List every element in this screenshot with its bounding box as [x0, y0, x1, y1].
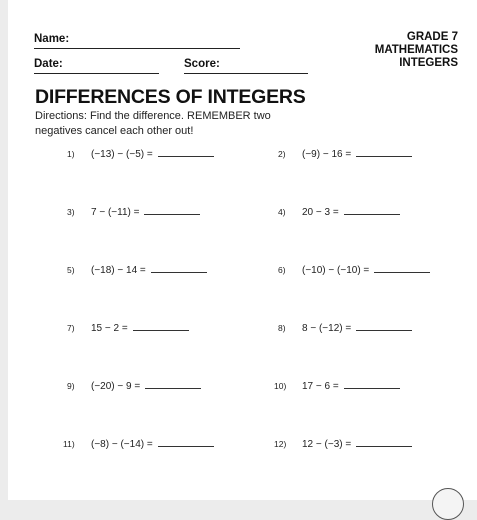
- answer-blank[interactable]: [344, 205, 400, 215]
- score-label: Score:: [184, 58, 220, 70]
- problem-number: 3): [67, 207, 75, 217]
- problem-expression: (−8) − (−14) =: [91, 439, 153, 450]
- problem-number: 6): [278, 265, 286, 275]
- answer-blank[interactable]: [145, 379, 201, 389]
- problem-expression: 8 − (−12) =: [302, 323, 352, 334]
- problem-item: [278, 205, 400, 218]
- problem-expression: 17 − 6 =: [302, 381, 339, 392]
- problem-item: [67, 147, 214, 160]
- course-info: [375, 31, 458, 70]
- score-field[interactable]: [184, 73, 308, 74]
- problem-item: [63, 437, 214, 450]
- problem-number: 5): [67, 265, 75, 275]
- problem-number: 9): [67, 381, 75, 391]
- directions-text: Directions: Find the difference. REMEMBER two negatives cancel each other out!: [35, 110, 271, 137]
- problem-number: 11): [63, 439, 75, 449]
- problem-expression: (−13) − (−5) =: [91, 149, 153, 160]
- problem-expression: 12 − (−3) =: [302, 439, 352, 450]
- answer-blank[interactable]: [344, 379, 400, 389]
- problem-expression: (−9) − 16 =: [302, 149, 352, 160]
- problem-item: [278, 263, 430, 276]
- problem-expression: 20 − 3 =: [302, 207, 339, 218]
- problem-item: [274, 437, 412, 450]
- problem-number: 8): [278, 323, 286, 333]
- problem-number: 4): [278, 207, 286, 217]
- problem-item: [67, 379, 201, 392]
- problem-number: 10): [274, 381, 287, 391]
- worksheet-title: DIFFERENCES OF INTEGERS: [35, 86, 306, 108]
- answer-blank[interactable]: [144, 205, 200, 215]
- problem-expression: (−20) − 9 =: [91, 381, 141, 392]
- subject-text: MATHEMATICS: [374, 44, 458, 56]
- answer-blank[interactable]: [356, 147, 412, 157]
- problem-item: [67, 263, 207, 276]
- worksheet-page: [8, 0, 477, 500]
- answer-blank[interactable]: [158, 437, 214, 447]
- problem-expression: (−18) − 14 =: [91, 265, 146, 276]
- problem-expression: 15 − 2 =: [91, 323, 128, 334]
- problem-item: [274, 379, 400, 392]
- name-field[interactable]: [34, 48, 240, 49]
- date-field[interactable]: [34, 73, 159, 74]
- answer-blank[interactable]: [374, 263, 430, 273]
- problem-number: 2): [278, 149, 286, 159]
- circle-icon[interactable]: [432, 488, 464, 520]
- problem-expression: (−10) − (−10) =: [302, 265, 370, 276]
- topic-text: INTEGERS: [399, 57, 458, 69]
- date-label: Date:: [34, 58, 63, 70]
- problem-number: 1): [67, 149, 75, 159]
- problem-expression: 7 − (−11) =: [91, 207, 140, 218]
- problem-number: 7): [67, 323, 75, 333]
- answer-blank[interactable]: [151, 263, 207, 273]
- answer-blank[interactable]: [356, 437, 412, 447]
- grade-text: GRADE 7: [406, 31, 458, 43]
- name-label: Name:: [34, 33, 70, 45]
- problem-item: [67, 205, 200, 218]
- problem-number: 12): [274, 439, 287, 449]
- answer-blank[interactable]: [133, 321, 189, 331]
- problem-item: [67, 321, 189, 334]
- answer-blank[interactable]: [356, 321, 412, 331]
- problem-item: [278, 321, 412, 334]
- problem-item: [278, 147, 412, 160]
- answer-blank[interactable]: [158, 147, 214, 157]
